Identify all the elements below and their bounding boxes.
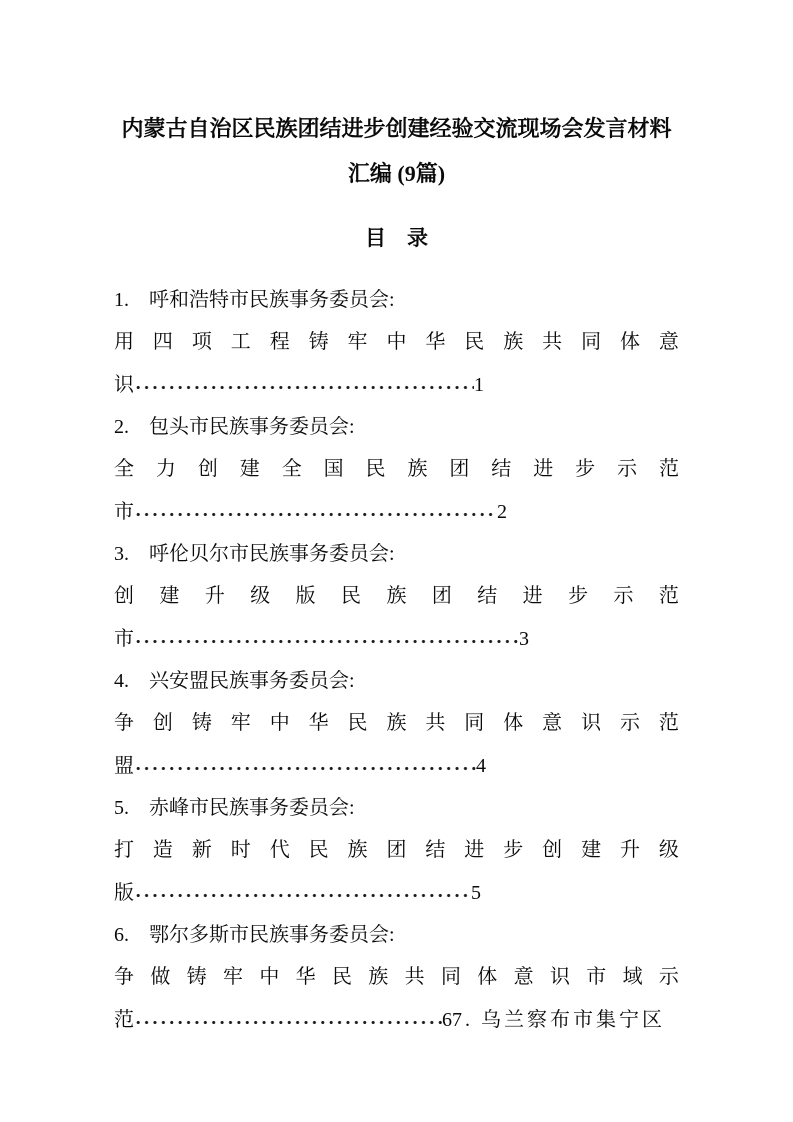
toc-item-leader-line	[114, 999, 679, 1041]
toc-item-heading: 2. 包头市民族事务委员会:	[114, 415, 355, 438]
toc-item	[114, 533, 679, 660]
toc-item-heading: 3. 呼伦贝尔市民族事务委员会:	[114, 542, 395, 565]
toc-item-leader-line	[114, 364, 679, 406]
toc-item	[114, 406, 679, 533]
toc-item-body: 全 力 创 建 全 国 民 族 团 结 进 步 示 范	[114, 458, 679, 481]
leader-prefix: 盟	[114, 754, 134, 777]
toc-item-leader-line	[114, 745, 679, 787]
leader-prefix: 版	[114, 881, 134, 904]
run-on-text: 7. 乌兰察布市集宁区	[452, 1008, 665, 1031]
toc-item-body: 争 做 铸 牢 中 华 民 族 共 同 体 意 识 市 域 示	[114, 966, 679, 989]
leader-prefix: 识	[114, 373, 134, 396]
page-number: 3	[519, 627, 529, 650]
page-number: 5	[471, 881, 481, 904]
page-number: 2	[497, 500, 507, 523]
toc-item-leader-line	[114, 491, 679, 533]
dot-leader	[134, 364, 474, 406]
page-number: 4	[476, 754, 486, 777]
leader-prefix: 市	[114, 500, 134, 523]
toc-item	[114, 660, 679, 787]
dot-leader	[134, 745, 476, 787]
dot-leader	[134, 999, 442, 1041]
toc-item-body: 打 造 新 时 代 民 族 团 结 进 步 创 建 升 级	[114, 839, 679, 862]
toc-item	[114, 914, 679, 1041]
toc-item-heading: 1. 呼和浩特市民族事务委员会:	[114, 289, 395, 311]
document-title	[114, 106, 679, 196]
toc-item-leader-line	[114, 872, 679, 914]
page-number: 1	[474, 373, 484, 396]
toc-item	[114, 787, 679, 914]
toc-item-heading: 6. 鄂尔多斯市民族事务委员会:	[114, 923, 395, 946]
dot-leader	[134, 872, 471, 914]
title-line-2: 汇编 (9篇)	[347, 161, 446, 186]
dot-leader	[134, 618, 519, 660]
toc-item-leader-line	[114, 618, 679, 660]
dot-leader	[134, 491, 497, 533]
page-number: 6	[442, 1008, 452, 1031]
toc-heading: 目 录	[365, 226, 428, 250]
leader-prefix: 范	[114, 1008, 134, 1031]
toc-item-body: 用 四 项 工 程 铸 牢 中 华 民 族 共 同 体 意	[114, 331, 679, 354]
toc-list	[114, 279, 679, 1041]
leader-prefix: 市	[114, 627, 134, 650]
toc-item-heading: 4. 兴安盟民族事务委员会:	[114, 669, 355, 692]
toc-item-heading: 5. 赤峰市民族事务委员会:	[114, 796, 355, 819]
toc-item-body: 创 建 升 级 版 民 族 团 结 进 步 示 范	[114, 585, 679, 608]
toc-item-body: 争 创 铸 牢 中 华 民 族 共 同 体 意 识 示 范	[114, 712, 679, 735]
title-line-1: 内蒙古自治区民族团结进步创建经验交流现场会发言材料	[121, 116, 672, 141]
toc-item	[114, 279, 679, 406]
